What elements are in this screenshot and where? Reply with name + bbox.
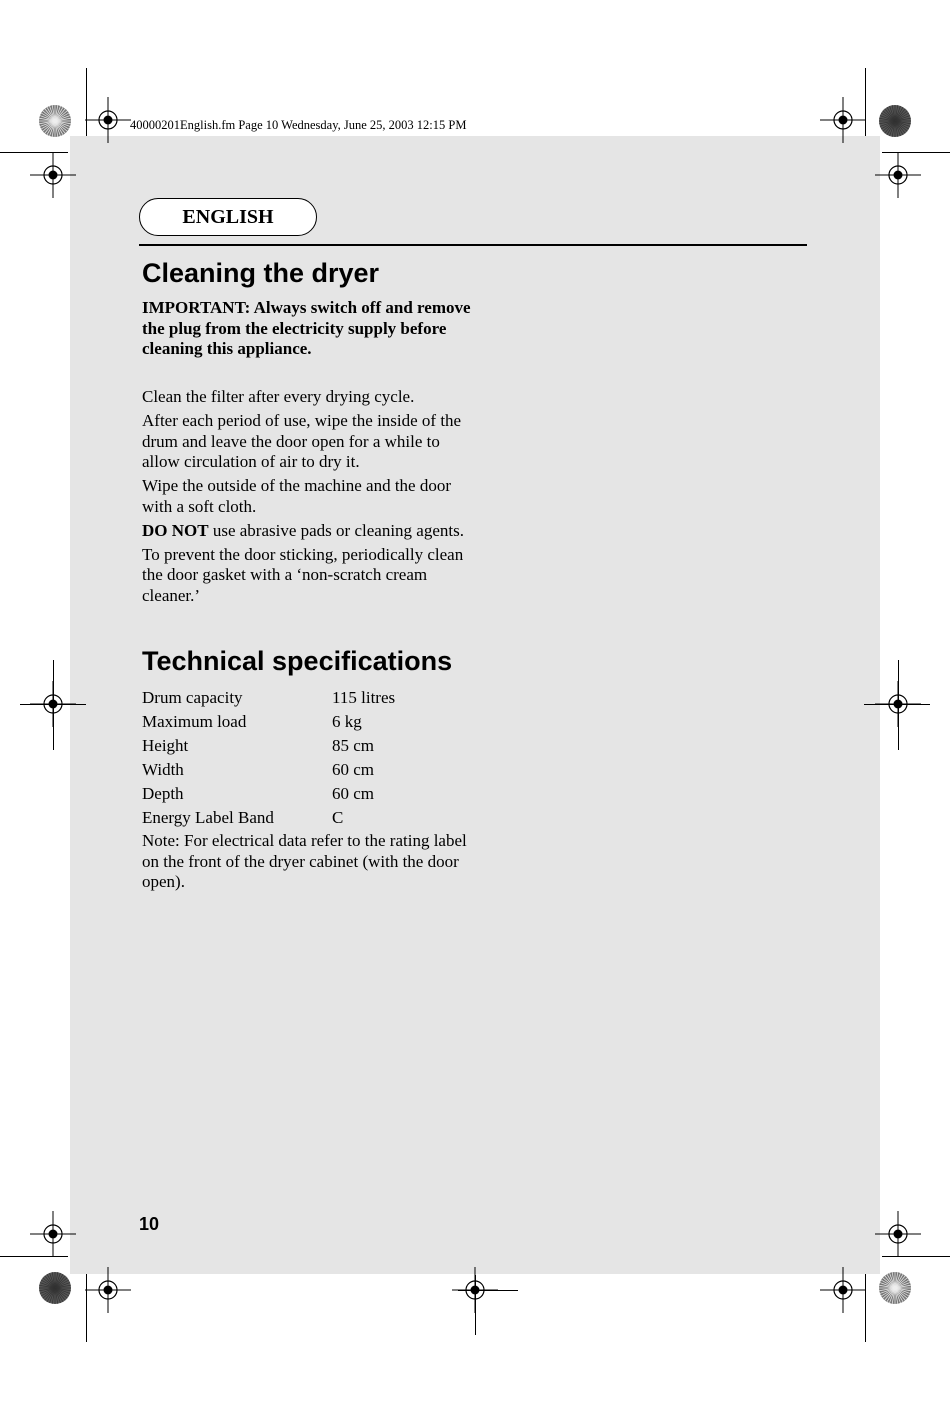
spec-value: 85 cm	[332, 736, 375, 755]
color-bar-wheel-icon	[38, 104, 72, 138]
registration-mark-icon	[85, 1267, 131, 1313]
paragraph: Clean the filter after every drying cycle.	[142, 387, 415, 406]
spec-row	[142, 710, 395, 734]
electrical-note: Note: For electrical data refer to the rating label on the front of the dryer cabinet (with the door open).	[142, 831, 467, 891]
spec-label: Depth	[142, 784, 184, 803]
crop-mark	[475, 1275, 476, 1335]
registration-mark-icon	[820, 1267, 866, 1313]
important-notice: IMPORTANT: Always switch off and remove the plug from the electricity supply before cleaning this appliance.	[142, 298, 471, 358]
registration-mark-icon	[85, 97, 131, 143]
language-tab: ENGLISH	[139, 198, 317, 236]
crop-mark	[898, 660, 899, 750]
spec-label: Energy Label Band	[142, 808, 274, 827]
crop-mark	[458, 1290, 518, 1291]
paragraph	[142, 521, 472, 542]
registration-mark-icon	[875, 1211, 921, 1257]
file-slug: 40000201English.fm Page 10 Wednesday, June 25, 2003 12:15 PM	[130, 118, 467, 132]
cleaning-body	[142, 387, 472, 610]
spec-row	[142, 686, 395, 710]
spec-value: C	[332, 808, 344, 827]
specs-table	[142, 686, 395, 830]
registration-mark-icon	[875, 152, 921, 198]
spec-row	[142, 734, 395, 758]
paragraph: To prevent the door sticking, periodically clean the door gasket with a ‘non-scratch cream cleaner.’	[142, 544, 464, 605]
spec-row	[142, 806, 395, 830]
spec-value: 60 cm	[332, 784, 375, 803]
warning-text: DO NOT	[142, 520, 209, 540]
spec-value: 6 kg	[332, 712, 362, 731]
crop-mark	[53, 660, 54, 750]
registration-mark-icon	[30, 152, 76, 198]
paragraph: After each period of use, wipe the inside of the drum and leave the door open for a while to allow circulation of air to dry it.	[142, 411, 462, 471]
color-bar-wheel-icon	[878, 1271, 912, 1305]
spec-label: Height	[142, 736, 189, 755]
color-bar-wheel-icon	[38, 1271, 72, 1305]
spec-label: Maximum load	[142, 712, 247, 731]
spec-label: Width	[142, 760, 184, 779]
specs-title: Technical specifications	[142, 646, 453, 676]
header-rule	[139, 244, 807, 246]
registration-mark-icon	[820, 97, 866, 143]
crop-mark	[864, 704, 930, 705]
spec-value: 60 cm	[332, 760, 375, 779]
page-number: 10	[139, 1214, 160, 1234]
registration-mark-icon	[30, 1211, 76, 1257]
spec-row	[142, 782, 395, 806]
paragraph: Wipe the outside of the machine and the door with a soft cloth.	[142, 476, 451, 516]
spec-value: 115 litres	[332, 688, 396, 707]
spec-row	[142, 758, 395, 782]
spec-label: Drum capacity	[142, 688, 243, 707]
color-bar-wheel-icon	[878, 104, 912, 138]
cleaning-title: Cleaning the dryer	[142, 258, 380, 288]
warning-rest: use abrasive pads or cleaning agents.	[208, 520, 464, 540]
